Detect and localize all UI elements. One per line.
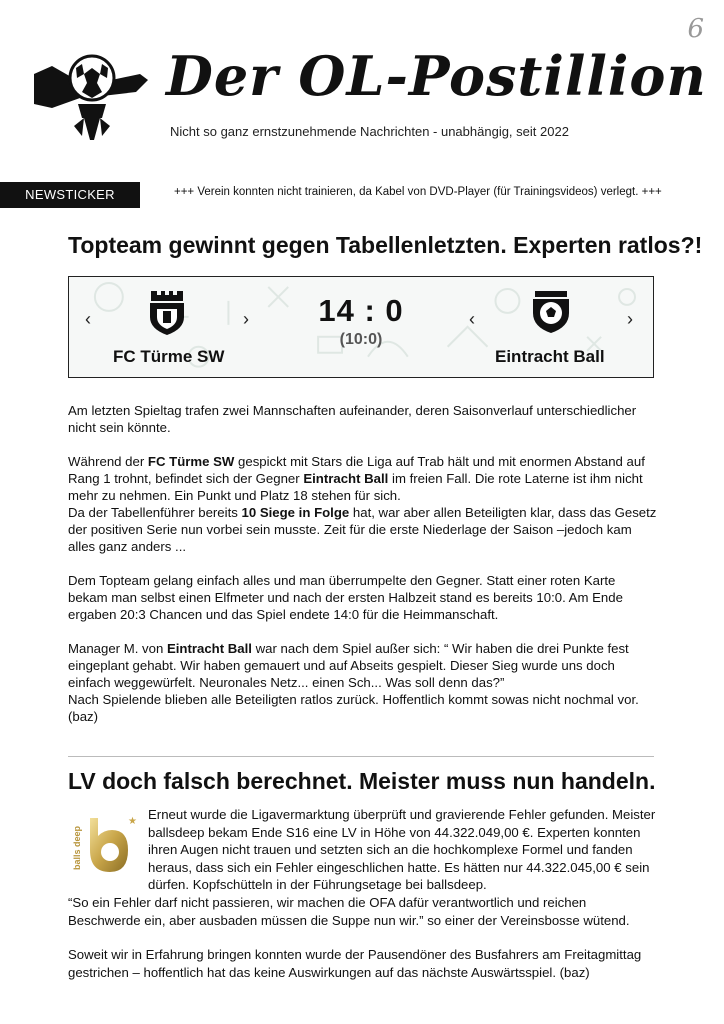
ballsdeep-logo xyxy=(70,812,138,878)
svg-text:★: ★ xyxy=(128,816,137,827)
ball-crest-icon xyxy=(531,289,571,335)
ballsdeep-logo-text: balls deep xyxy=(72,825,82,870)
newsticker-label: NEWSTICKER xyxy=(0,182,140,208)
article-1-paragraph: Nach Spielende blieben alle Beteiligten ratlos zurück. Hoffentlich kommt sowas nicht nochmal vor. (baz) xyxy=(68,692,639,724)
section-divider xyxy=(68,756,654,757)
match-score: 14 : 0 xyxy=(318,293,404,328)
article-1-paragraph: Dem Topteam gelang einfach alles und man überrumpelte den Gegner. Statt einer roten Karte bekam man selbst einen Elfmeter und nach der ersten Halbzeit stand es bereits 10:0. Am Ende ergaben 20:3 Chancen und das Spiel endete 14:0 für die Heimmanschaft. xyxy=(68,573,623,622)
article-1-paragraph: Während der FC Türme SW gespickt mit Stars die Liga auf Trab hält und mit enormen Abstand auf Rang 1 trohnt, befindet sich der Gegner Eintracht Ball im freien Fall. Die rote Laterne ist ihm nicht mehr zu nehmen. Ein Punkt und Platz 18 stehen für sich. xyxy=(68,454,645,503)
page-number: 6 xyxy=(687,14,704,44)
article-1-headline: Topteam gewinnt gegen Tabellenletzten. Experten ratlos?! xyxy=(68,232,703,258)
postillion-horn-logo xyxy=(32,52,150,142)
article-2-paragraph: Soweit wir in Erfahrung bringen konnten wurde der Pausendöner des Busfahrers am Freitagmittag gestrichen – hoffentlich hat das keine Auswirkungen auf das nächste Auswärtsspiel. (baz) xyxy=(68,947,642,980)
article-2-intro: Erneut wurde die Ligavermarktung überprüft und gravierende Fehler gefunden. Meister ballsdeep bekam Ende S16 eine LV in Höhe von 44.322.049,00 €. Experten konnten ihren Augen nicht trauen und setzten sich an die hochkomplexe Formel und fanden heraus, dass sich ein Fehler eingeschlichen hatte. Es hätten nur 44.322.045,00 € sein dürfen. Kopfschütteln in der Führungsetage bei ballsdeep. xyxy=(148,807,656,892)
masthead-title: Der OL-Postillion xyxy=(166,44,707,108)
article-2-body xyxy=(68,894,658,998)
home-next-chevron-icon[interactable]: › xyxy=(243,309,249,329)
article-1-body xyxy=(68,402,658,742)
away-team-name: Eintracht Ball xyxy=(495,347,605,366)
article-2-headline: LV doch falsch berechnet. Meister muss nun handeln. xyxy=(68,768,656,794)
match-scorebox xyxy=(68,276,654,378)
article-1-paragraph: Am letzten Spieltag trafen zwei Mannschaften aufeinander, deren Saisonverlauf unterschiedlicher nicht sein könnte. xyxy=(68,403,637,435)
halftime-score: (10:0) xyxy=(339,331,383,348)
away-next-chevron-icon[interactable]: › xyxy=(627,309,633,329)
away-prev-chevron-icon[interactable]: ‹ xyxy=(469,309,475,329)
home-prev-chevron-icon[interactable]: ‹ xyxy=(85,309,91,329)
home-team-name: FC Türme SW xyxy=(113,347,225,366)
masthead-tagline: Nicht so ganz ernstzunehmende Nachrichten - unabhängig, seit 2022 xyxy=(170,124,569,139)
article-1-paragraph: Da der Tabellenführer bereits 10 Siege in Folge hat, war aber allen Beteiligten klar, dass das Gesetz der positiven Serie nun vorbei sein musste. Zeit für die erste Niederlage der Saison –jedoch kam alles ganz anders ... xyxy=(68,505,657,554)
newsticker-text: +++ Verein konnten nicht trainieren, da Kabel von DVD-Player (für Trainingsvideos) verlegt. +++ xyxy=(174,186,662,198)
article-1-paragraph: Manager M. von Eintracht Ball war nach dem Spiel außer sich: “ Wir haben die drei Punkte fest eingeplant gehabt. Wir haben gemauert und auf Abseits gespielt. Dieser Sieg wurde uns doch einfach weggewürfelt. Neuronales Netz... einen Sch... Was soll denn das?” xyxy=(68,641,629,690)
article-2-paragraph: “So ein Fehler darf nicht passieren, wir machen die OFA dafür verantwortlich und reichen Beschwerde ein, aber ausbaden müssen die Suppe nun wir.” so einer der Vereinsbosse wütend. xyxy=(68,895,630,928)
